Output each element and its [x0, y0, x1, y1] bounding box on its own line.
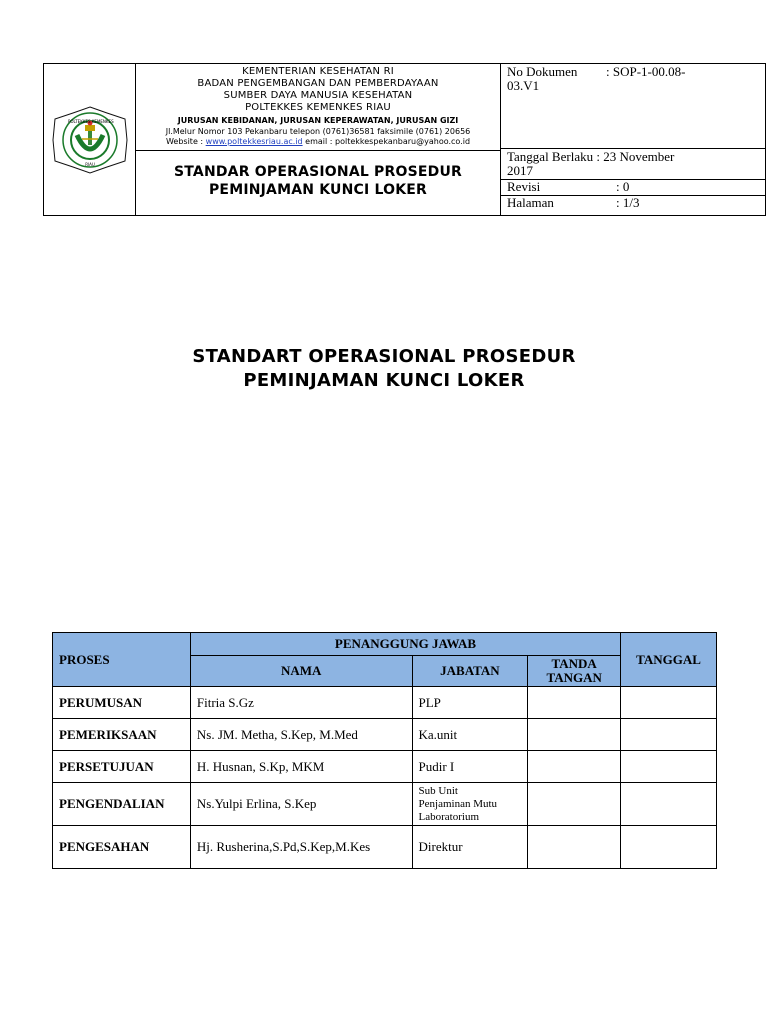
row-date-cell: [621, 751, 717, 783]
header-sop-title-line1: STANDAR OPERASIONAL PROSEDUR: [173, 164, 463, 180]
table-row: [53, 751, 717, 783]
header-tanda-line1: TANDA: [551, 656, 597, 671]
row-nama: Ns. JM. Metha, S.Kep, M.Med: [190, 719, 412, 751]
row-jabatan-line1: Sub Unit: [418, 784, 458, 797]
website-label: Website :: [165, 137, 204, 146]
row-proses: PERUMUSAN: [53, 687, 191, 719]
row-proses: PERSETUJUAN: [53, 751, 191, 783]
row-date-cell: [621, 719, 717, 751]
row-jabatan-line3: Laboratorium: [418, 810, 479, 823]
row-signature-cell: [528, 687, 621, 719]
header-penanggung-jawab: PENANGGUNG JAWAB: [190, 633, 620, 656]
logo-text-bottom: RIAU: [85, 162, 95, 167]
header-divider-meta: [500, 63, 501, 216]
header-nama: NAMA: [190, 656, 412, 687]
logo-text-top: POLTEKKES KEMENKES: [68, 119, 114, 124]
no-dokumen-value-cont: 03.V1: [507, 78, 540, 93]
org-line-ministry: KEMENTERIAN KESEHATAN RI: [242, 66, 394, 77]
table-row: [53, 719, 717, 751]
org-line-institution: POLTEKKES KEMENKES RIAU: [245, 102, 391, 113]
website-link[interactable]: www.poltekkesriau.ac.id: [205, 137, 303, 146]
main-title-line1: STANDART OPERASIONAL PROSEDUR: [192, 346, 576, 367]
approval-table: [52, 632, 717, 869]
contact-line: [136, 136, 500, 147]
header-border-left: [43, 63, 44, 216]
row-proses: PENGESAHAN: [53, 826, 191, 869]
halaman-value: : 1/3: [616, 195, 640, 210]
row-jabatan: Ka.unit: [412, 719, 528, 751]
org-block: [136, 66, 500, 114]
main-title: [0, 345, 768, 393]
row-proses: PENGENDALIAN: [53, 783, 191, 826]
poltekkes-logo: [49, 105, 131, 175]
address-line: Jl.Melur Nomor 103 Pekanbaru telepon (0761)36581 faksimile (0761) 20656: [165, 127, 471, 136]
no-dokumen-value: : SOP-1-00.08-: [606, 64, 686, 79]
row-nama: Hj. Rusherina,S.Pd,S.Kep,M.Kes: [190, 826, 412, 869]
header-jabatan: JABATAN: [412, 656, 528, 687]
header-divider-title: [135, 150, 501, 151]
row-jabatan: PLP: [412, 687, 528, 719]
header-border-right: [765, 63, 766, 216]
email-label: email :: [305, 137, 333, 146]
header-sop-title: [136, 163, 500, 199]
row-jabatan: [412, 783, 528, 826]
row-jabatan: Pudir I: [412, 751, 528, 783]
row-nama: H. Husnan, S.Kp, MKM: [190, 751, 412, 783]
row-signature-cell: [528, 826, 621, 869]
revisi-label: Revisi: [507, 179, 541, 194]
row-jabatan-line2: Penjaminan Mutu: [418, 797, 498, 810]
revisi-value: : 0: [616, 179, 630, 194]
row-proses: PEMERIKSAAN: [53, 719, 191, 751]
table-row: [53, 687, 717, 719]
row-signature-cell: [528, 751, 621, 783]
header-border-bottom: [43, 215, 766, 216]
header-sop-title-line2: PEMINJAMAN KUNCI LOKER: [208, 182, 428, 198]
row-nama: Ns.Yulpi Erlina, S.Kep: [190, 783, 412, 826]
table-row: [53, 826, 717, 869]
row-jabatan: Direktur: [412, 826, 528, 869]
document-header: [43, 63, 766, 216]
row-date-cell: [621, 687, 717, 719]
halaman-label: Halaman: [507, 195, 554, 210]
header-tanggal: TANGGAL: [621, 633, 717, 687]
row-nama: Fitria S.Gz: [190, 687, 412, 719]
departments-line: JURUSAN KEBIDANAN, JURUSAN KEPERAWATAN, JURUSAN GIZI: [177, 116, 459, 125]
header-proses: PROSES: [53, 633, 191, 687]
org-line-agency-2: SUMBER DAYA MANUSIA KESEHATAN: [223, 90, 413, 101]
no-dokumen-label: No Dokumen: [507, 64, 578, 79]
table-row: [53, 783, 717, 826]
row-signature-cell: [528, 719, 621, 751]
header-tanda-tangan: [528, 656, 621, 687]
row-date-cell: [621, 826, 717, 869]
tanggal-berlaku: Tanggal Berlaku : 23 November: [507, 149, 675, 164]
main-title-line2: PEMINJAMAN KUNCI LOKER: [243, 370, 525, 391]
row-date-cell: [621, 783, 717, 826]
header-tanda-line2: TANGAN: [546, 670, 602, 685]
tanggal-berlaku-cont: 2017: [507, 163, 533, 178]
org-line-agency: BADAN PENGEMBANGAN DAN PEMBERDAYAAN: [197, 78, 439, 89]
row-signature-cell: [528, 783, 621, 826]
email-value: poltekkespekanbaru@yahoo.co.id: [335, 137, 471, 146]
